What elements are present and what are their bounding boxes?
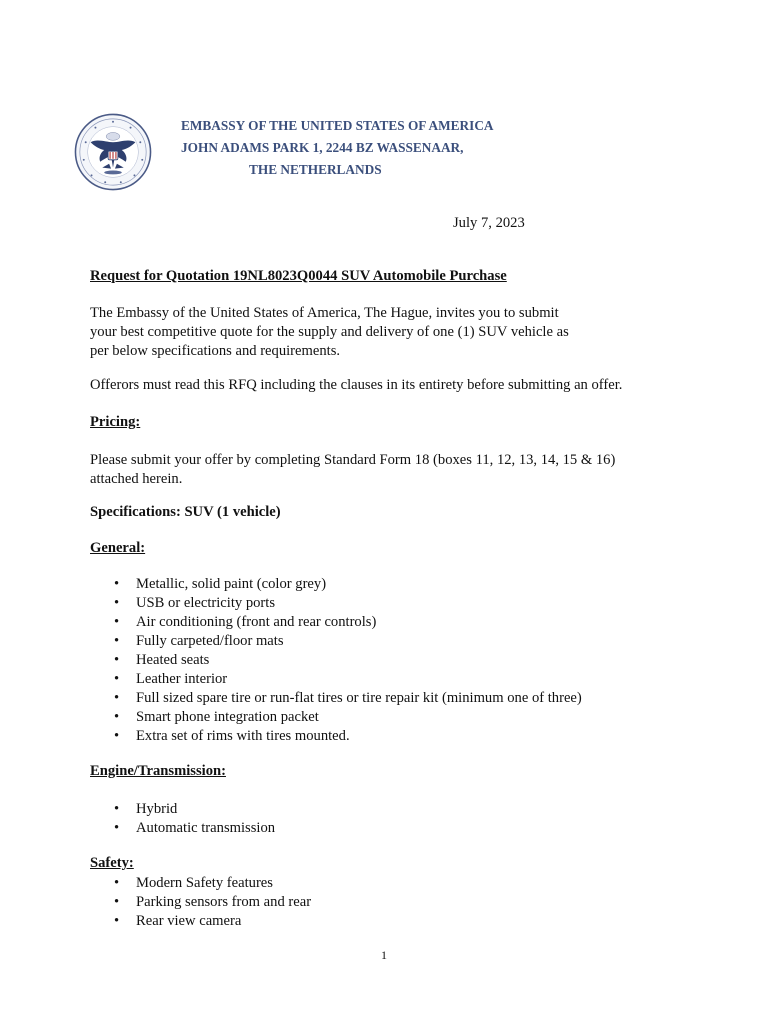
general-heading: General:	[90, 540, 146, 556]
pricing-paragraph	[90, 451, 690, 489]
pricing-heading: Pricing:	[90, 414, 141, 430]
safety-list	[112, 874, 311, 931]
embassy-country: THE NETHERLANDS	[249, 162, 382, 177]
subject-line: Request for Quotation 19NL8023Q0044 SUV Automobile Purchase	[90, 268, 507, 284]
engine-list	[112, 800, 275, 838]
specifications-heading: Specifications: SUV (1 vehicle)	[90, 504, 281, 520]
list-item: • Hybrid	[112, 800, 275, 819]
offerors-note: Offerors must read this RFQ including the clauses in its entirety before submitting an offer.	[90, 377, 623, 393]
embassy-address: JOHN ADAMS PARK 1, 2244 BZ WASSENAAR,	[181, 140, 464, 155]
list-item: • Extra set of rims with tires mounted.	[112, 727, 582, 746]
engine-heading: Engine/Transmission:	[90, 763, 226, 779]
list-item: • Smart phone integration packet	[112, 708, 582, 727]
pricing-line: attached herein.	[90, 471, 183, 487]
letter-date: July 7, 2023	[453, 215, 525, 231]
embassy-name: EMBASSY OF THE UNITED STATES OF AMERICA	[181, 118, 494, 133]
general-list	[112, 575, 582, 746]
pricing-line: Please submit your offer by completing Standard Form 18 (boxes 11, 12, 13, 14, 15 & 16)	[90, 452, 616, 468]
intro-line: your best competitive quote for the supply and delivery of one (1) SUV vehicle as	[90, 324, 569, 340]
list-item: • Modern Safety features	[112, 874, 311, 893]
list-item: • Parking sensors from and rear	[112, 893, 311, 912]
list-item: • Air conditioning (front and rear controls)	[112, 613, 582, 632]
great-seal-logo	[74, 113, 152, 191]
list-item: • Rear view camera	[112, 912, 311, 931]
list-item: • Metallic, solid paint (color grey)	[112, 575, 582, 594]
list-item: • Full sized spare tire or run-flat tires or tire repair kit (minimum one of three)	[112, 689, 582, 708]
intro-paragraph	[90, 304, 690, 361]
intro-line: The Embassy of the United States of America, The Hague, invites you to submit	[90, 305, 559, 321]
intro-line: per below specifications and requirements.	[90, 343, 341, 359]
safety-heading: Safety:	[90, 855, 134, 871]
list-item: • Automatic transmission	[112, 819, 275, 838]
page-number: 1	[381, 948, 387, 962]
list-item: • Leather interior	[112, 670, 582, 689]
list-item: • Fully carpeted/floor mats	[112, 632, 582, 651]
list-item: • Heated seats	[112, 651, 582, 670]
list-item: • USB or electricity ports	[112, 594, 582, 613]
